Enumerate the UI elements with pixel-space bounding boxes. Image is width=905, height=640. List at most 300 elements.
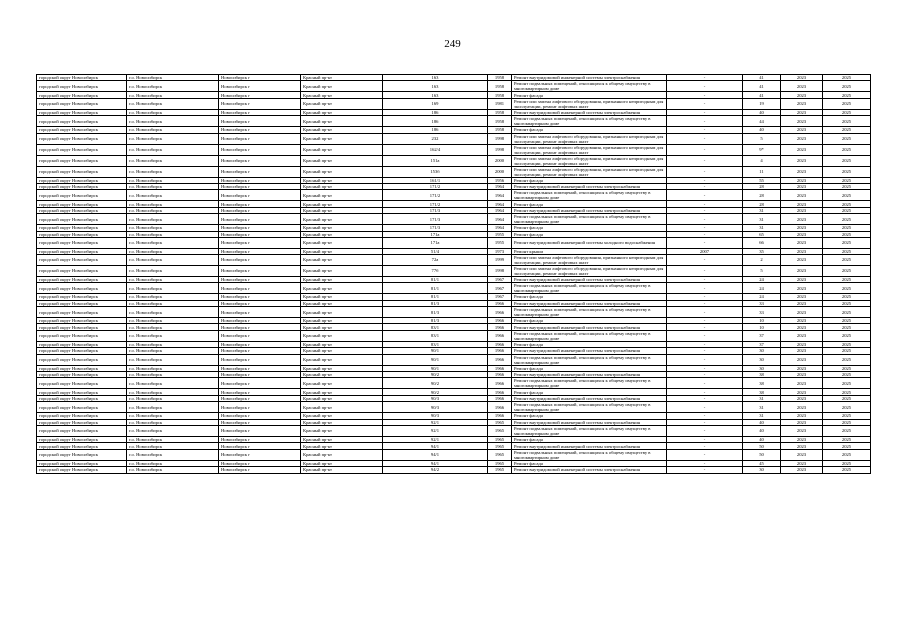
cell-settlement: г.о. Новосибирск	[127, 467, 219, 473]
cell-house-number: 163	[383, 92, 488, 98]
cell-house-number: 151а	[383, 155, 488, 166]
table-row	[37, 354, 871, 365]
cell-plan-start: 2023	[781, 365, 823, 371]
cell-settlement: г.о. Новосибирск	[127, 307, 219, 318]
cell-plan-end: 2025	[823, 109, 871, 115]
cell-work-type: Ремонт внутридомовой инженерной системы холодного водоснабжения	[512, 237, 667, 248]
cell-settlement: г.о. Новосибирск	[127, 300, 219, 306]
cell-municipality: городской округ Новосибирск	[37, 225, 127, 231]
cell-year-built: 1966	[488, 348, 512, 354]
cell-apartments: 50	[743, 449, 781, 460]
cell-last-repair-year: -	[667, 318, 743, 324]
cell-work-type: Ремонт крыши	[512, 248, 667, 254]
cell-municipality: городской округ Новосибирск	[37, 155, 127, 166]
cell-municipality: городской округ Новосибирск	[37, 365, 127, 371]
cell-year-built: 1964	[488, 201, 512, 207]
cell-municipality: городской округ Новосибирск	[37, 81, 127, 92]
cell-settlement: г.о. Новосибирск	[127, 402, 219, 413]
cell-year-built: 1999	[488, 254, 512, 265]
cell-last-repair-year: -	[667, 109, 743, 115]
table-row	[37, 378, 871, 389]
cell-municipality: городской округ Новосибирск	[37, 166, 127, 177]
cell-locality: Новосибирск г	[219, 248, 301, 254]
cell-settlement: г.о. Новосибирск	[127, 177, 219, 183]
cell-work-type: Ремонт подвальных помещений, относящихся к общему имуществу в многоквартирном доме	[512, 116, 667, 127]
cell-settlement: г.о. Новосибирск	[127, 318, 219, 324]
cell-year-built: 1965	[488, 467, 512, 473]
cell-apartments: 41	[743, 75, 781, 81]
cell-street: Красный пр-кт	[301, 324, 383, 330]
cell-plan-end: 2025	[823, 144, 871, 155]
cell-locality: Новосибирск г	[219, 155, 301, 166]
cell-settlement: г.о. Новосибирск	[127, 201, 219, 207]
cell-plan-end: 2025	[823, 98, 871, 109]
cell-year-built: 1958	[488, 81, 512, 92]
cell-street: Красный пр-кт	[301, 75, 383, 81]
cell-last-repair-year: -	[667, 460, 743, 466]
cell-plan-start: 2023	[781, 341, 823, 347]
cell-settlement: г.о. Новосибирск	[127, 389, 219, 395]
cell-municipality: городской округ Новосибирск	[37, 190, 127, 201]
cell-last-repair-year: -	[667, 144, 743, 155]
cell-street: Красный пр-кт	[301, 207, 383, 213]
cell-last-repair-year: -	[667, 214, 743, 225]
cell-street: Красный пр-кт	[301, 144, 383, 155]
cell-house-number: 163	[383, 81, 488, 92]
cell-apartments: 10	[743, 318, 781, 324]
cell-settlement: г.о. Новосибирск	[127, 283, 219, 294]
cell-street: Красный пр-кт	[301, 248, 383, 254]
cell-municipality: городской округ Новосибирск	[37, 341, 127, 347]
cell-work-type: Ремонт или замена лифтового оборудования, признанного непригодным для эксплуатации, ремонт лифтовых шахт	[512, 98, 667, 109]
cell-street: Красный пр-кт	[301, 166, 383, 177]
cell-municipality: городской округ Новосибирск	[37, 389, 127, 395]
cell-apartments: 40	[743, 425, 781, 436]
cell-house-number: 90/2	[383, 389, 488, 395]
cell-house-number: 51/4	[383, 248, 488, 254]
cell-municipality: городской округ Новосибирск	[37, 460, 127, 466]
cell-locality: Новосибирск г	[219, 449, 301, 460]
cell-plan-start: 2023	[781, 467, 823, 473]
cell-work-type: Ремонт фасада	[512, 341, 667, 347]
cell-plan-end: 2025	[823, 214, 871, 225]
cell-last-repair-year: -	[667, 183, 743, 189]
cell-house-number: 94/1	[383, 443, 488, 449]
cell-apartments: 37	[743, 330, 781, 341]
cell-settlement: г.о. Новосибирск	[127, 207, 219, 213]
cell-plan-start: 2023	[781, 75, 823, 81]
cell-municipality: городской округ Новосибирск	[37, 207, 127, 213]
cell-plan-end: 2025	[823, 177, 871, 183]
cell-apartments: 40	[743, 436, 781, 442]
cell-plan-start: 2023	[781, 330, 823, 341]
cell-municipality: городской округ Новосибирск	[37, 307, 127, 318]
cell-plan-end: 2025	[823, 395, 871, 401]
cell-locality: Новосибирск г	[219, 330, 301, 341]
cell-locality: Новосибирск г	[219, 144, 301, 155]
cell-apartments: 24	[743, 276, 781, 282]
cell-municipality: городской округ Новосибирск	[37, 318, 127, 324]
cell-street: Красный пр-кт	[301, 98, 383, 109]
cell-house-number: 92/1	[383, 419, 488, 425]
cell-plan-start: 2023	[781, 231, 823, 237]
cell-municipality: городской округ Новосибирск	[37, 265, 127, 276]
cell-municipality: городской округ Новосибирск	[37, 116, 127, 127]
cell-plan-start: 2023	[781, 190, 823, 201]
cell-apartments: 38	[743, 378, 781, 389]
table-row	[37, 81, 871, 92]
cell-last-repair-year: -	[667, 265, 743, 276]
cell-locality: Новосибирск г	[219, 190, 301, 201]
table-row	[37, 330, 871, 341]
cell-plan-end: 2025	[823, 116, 871, 127]
cell-work-type: Ремонт подвальных помещений, относящихся к общему имуществу в многоквартирном доме	[512, 402, 667, 413]
cell-work-type: Ремонт фасада	[512, 413, 667, 419]
cell-plan-start: 2023	[781, 449, 823, 460]
cell-plan-start: 2023	[781, 348, 823, 354]
cell-settlement: г.о. Новосибирск	[127, 348, 219, 354]
cell-locality: Новосибирск г	[219, 413, 301, 419]
cell-street: Красный пр-кт	[301, 225, 383, 231]
table-row	[37, 283, 871, 294]
cell-last-repair-year: -	[667, 231, 743, 237]
table-row	[37, 402, 871, 413]
cell-work-type: Ремонт фасада	[512, 92, 667, 98]
cell-locality: Новосибирск г	[219, 225, 301, 231]
cell-year-built: 2000	[488, 155, 512, 166]
cell-house-number: 186	[383, 109, 488, 115]
cell-plan-start: 2023	[781, 354, 823, 365]
cell-municipality: городской округ Новосибирск	[37, 300, 127, 306]
cell-locality: Новосибирск г	[219, 214, 301, 225]
cell-settlement: г.о. Новосибирск	[127, 276, 219, 282]
cell-settlement: г.о. Новосибирск	[127, 214, 219, 225]
cell-work-type: Ремонт фасада	[512, 436, 667, 442]
cell-plan-end: 2025	[823, 231, 871, 237]
cell-work-type: Ремонт внутридомовой инженерной системы электроснабжения	[512, 419, 667, 425]
cell-plan-start: 2023	[781, 225, 823, 231]
cell-settlement: г.о. Новосибирск	[127, 127, 219, 133]
cell-street: Красный пр-кт	[301, 389, 383, 395]
cell-last-repair-year: -	[667, 395, 743, 401]
cell-street: Красный пр-кт	[301, 372, 383, 378]
cell-settlement: г.о. Новосибирск	[127, 133, 219, 144]
cell-locality: Новосибирск г	[219, 127, 301, 133]
cell-municipality: городской округ Новосибирск	[37, 324, 127, 330]
cell-last-repair-year: -	[667, 300, 743, 306]
cell-settlement: г.о. Новосибирск	[127, 294, 219, 300]
table-row	[37, 307, 871, 318]
cell-last-repair-year: 2007	[667, 248, 743, 254]
cell-plan-start: 2023	[781, 276, 823, 282]
cell-last-repair-year: -	[667, 436, 743, 442]
cell-apartments: 11	[743, 166, 781, 177]
cell-settlement: г.о. Новосибирск	[127, 378, 219, 389]
cell-locality: Новосибирск г	[219, 231, 301, 237]
cell-house-number: 171/3	[383, 214, 488, 225]
cell-plan-end: 2025	[823, 467, 871, 473]
cell-plan-end: 2025	[823, 449, 871, 460]
cell-house-number: 90/1	[383, 365, 488, 371]
cell-plan-end: 2025	[823, 81, 871, 92]
cell-last-repair-year: -	[667, 155, 743, 166]
cell-plan-end: 2025	[823, 378, 871, 389]
cell-apartments: 33	[743, 307, 781, 318]
cell-municipality: городской округ Новосибирск	[37, 467, 127, 473]
table-row	[37, 214, 871, 225]
cell-settlement: г.о. Новосибирск	[127, 155, 219, 166]
cell-plan-end: 2025	[823, 324, 871, 330]
cell-plan-start: 2023	[781, 283, 823, 294]
cell-locality: Новосибирск г	[219, 307, 301, 318]
cell-municipality: городской округ Новосибирск	[37, 248, 127, 254]
cell-street: Красный пр-кт	[301, 354, 383, 365]
cell-house-number: 81/3	[383, 300, 488, 306]
cell-work-type: Ремонт фасада	[512, 225, 667, 231]
cell-year-built: 1964	[488, 190, 512, 201]
table-row	[37, 155, 871, 166]
cell-locality: Новосибирск г	[219, 207, 301, 213]
cell-house-number: 90/1	[383, 348, 488, 354]
cell-last-repair-year: -	[667, 75, 743, 81]
cell-plan-start: 2023	[781, 92, 823, 98]
cell-street: Красный пр-кт	[301, 127, 383, 133]
cell-apartments: 30	[743, 348, 781, 354]
cell-plan-end: 2025	[823, 248, 871, 254]
cell-house-number: 171а	[383, 231, 488, 237]
cell-year-built: 1964	[488, 183, 512, 189]
cell-settlement: г.о. Новосибирск	[127, 190, 219, 201]
cell-plan-start: 2023	[781, 177, 823, 183]
cell-house-number: 162/4	[383, 144, 488, 155]
cell-house-number: 92/1	[383, 436, 488, 442]
cell-plan-start: 2023	[781, 378, 823, 389]
cell-plan-end: 2025	[823, 75, 871, 81]
cell-house-number: 90/2	[383, 372, 488, 378]
cell-street: Красный пр-кт	[301, 300, 383, 306]
cell-year-built: 1967	[488, 276, 512, 282]
cell-settlement: г.о. Новосибирск	[127, 449, 219, 460]
cell-plan-end: 2025	[823, 341, 871, 347]
cell-apartments: 33	[743, 300, 781, 306]
cell-year-built: 1958	[488, 116, 512, 127]
cell-last-repair-year: -	[667, 283, 743, 294]
cell-plan-start: 2023	[781, 402, 823, 413]
cell-plan-end: 2025	[823, 283, 871, 294]
cell-locality: Новосибирск г	[219, 254, 301, 265]
cell-work-type: Ремонт или замена лифтового оборудования, признанного непригодным для эксплуатации, ремонт лифтовых шахт	[512, 155, 667, 166]
cell-plan-end: 2025	[823, 330, 871, 341]
cell-municipality: городской округ Новосибирск	[37, 402, 127, 413]
cell-street: Красный пр-кт	[301, 116, 383, 127]
cell-municipality: городской округ Новосибирск	[37, 98, 127, 109]
cell-municipality: городской округ Новосибирск	[37, 276, 127, 282]
cell-locality: Новосибирск г	[219, 419, 301, 425]
cell-house-number: 81/1	[383, 294, 488, 300]
cell-plan-end: 2025	[823, 201, 871, 207]
cell-last-repair-year: -	[667, 425, 743, 436]
cell-work-type: Ремонт или замена лифтового оборудования, признанного непригодным для эксплуатации, ремонт лифтовых шахт	[512, 254, 667, 265]
cell-last-repair-year: -	[667, 324, 743, 330]
cell-municipality: городской округ Новосибирск	[37, 127, 127, 133]
cell-street: Красный пр-кт	[301, 92, 383, 98]
cell-work-type: Ремонт фасада	[512, 231, 667, 237]
cell-work-type: Ремонт фасада	[512, 294, 667, 300]
cell-house-number: 94/2	[383, 467, 488, 473]
cell-street: Красный пр-кт	[301, 419, 383, 425]
cell-house-number: 94/1	[383, 460, 488, 466]
cell-plan-start: 2023	[781, 389, 823, 395]
cell-house-number: 171а	[383, 237, 488, 248]
cell-locality: Новосибирск г	[219, 341, 301, 347]
cell-plan-start: 2023	[781, 419, 823, 425]
cell-plan-end: 2025	[823, 294, 871, 300]
cell-last-repair-year: -	[667, 378, 743, 389]
cell-apartments: 24	[743, 294, 781, 300]
cell-plan-start: 2023	[781, 248, 823, 254]
cell-plan-start: 2023	[781, 395, 823, 401]
cell-apartments: 40	[743, 419, 781, 425]
cell-year-built: 1966	[488, 365, 512, 371]
cell-plan-end: 2025	[823, 133, 871, 144]
cell-street: Красный пр-кт	[301, 307, 383, 318]
cell-apartments: 40	[743, 109, 781, 115]
cell-locality: Новосибирск г	[219, 460, 301, 466]
cell-street: Красный пр-кт	[301, 133, 383, 144]
cell-work-type: Ремонт внутридомовой инженерной системы электроснабжения	[512, 443, 667, 449]
cell-plan-end: 2025	[823, 183, 871, 189]
cell-municipality: городской округ Новосибирск	[37, 214, 127, 225]
cell-last-repair-year: -	[667, 389, 743, 395]
cell-apartments: 28	[743, 190, 781, 201]
cell-work-type: Ремонт внутридомовой инженерной системы электроснабжения	[512, 207, 667, 213]
cell-last-repair-year: -	[667, 402, 743, 413]
cell-street: Красный пр-кт	[301, 254, 383, 265]
cell-street: Красный пр-кт	[301, 460, 383, 466]
cell-street: Красный пр-кт	[301, 467, 383, 473]
cell-locality: Новосибирск г	[219, 425, 301, 436]
cell-year-built: 1958	[488, 92, 512, 98]
cell-last-repair-year: -	[667, 254, 743, 265]
cell-house-number: 171/3	[383, 207, 488, 213]
cell-last-repair-year: -	[667, 127, 743, 133]
cell-locality: Новосибирск г	[219, 265, 301, 276]
table-row	[37, 237, 871, 248]
cell-locality: Новосибирск г	[219, 467, 301, 473]
cell-locality: Новосибирск г	[219, 294, 301, 300]
cell-apartments: 5	[743, 265, 781, 276]
cell-settlement: г.о. Новосибирск	[127, 395, 219, 401]
cell-house-number: 171/3	[383, 225, 488, 231]
cell-last-repair-year: -	[667, 92, 743, 98]
cell-plan-end: 2025	[823, 166, 871, 177]
cell-work-type: Ремонт или замена лифтового оборудования, признанного непригодным для эксплуатации, ремонт лифтовых шахт	[512, 166, 667, 177]
cell-house-number: 83/1	[383, 341, 488, 347]
cell-plan-start: 2023	[781, 98, 823, 109]
cell-municipality: городской округ Новосибирск	[37, 378, 127, 389]
cell-year-built: 1998	[488, 144, 512, 155]
cell-apartments: 28	[743, 201, 781, 207]
cell-house-number: 171/2	[383, 183, 488, 189]
cell-apartments: 30	[743, 354, 781, 365]
cell-last-repair-year: -	[667, 372, 743, 378]
cell-settlement: г.о. Новосибирск	[127, 254, 219, 265]
cell-settlement: г.о. Новосибирск	[127, 183, 219, 189]
cell-last-repair-year: -	[667, 467, 743, 473]
cell-work-type: Ремонт внутридомовой инженерной системы электроснабжения	[512, 183, 667, 189]
cell-plan-end: 2025	[823, 436, 871, 442]
cell-municipality: городской округ Новосибирск	[37, 443, 127, 449]
cell-locality: Новосибирск г	[219, 402, 301, 413]
cell-locality: Новосибирск г	[219, 436, 301, 442]
cell-apartments: 44	[743, 116, 781, 127]
cell-municipality: городской округ Новосибирск	[37, 354, 127, 365]
cell-street: Красный пр-кт	[301, 425, 383, 436]
cell-locality: Новосибирск г	[219, 166, 301, 177]
cell-year-built: 1966	[488, 378, 512, 389]
cell-house-number: 81/3	[383, 318, 488, 324]
cell-year-built: 2000	[488, 166, 512, 177]
cell-settlement: г.о. Новосибирск	[127, 330, 219, 341]
cell-plan-end: 2025	[823, 443, 871, 449]
cell-house-number: 90/3	[383, 395, 488, 401]
cell-apartments: 55	[743, 177, 781, 183]
cell-locality: Новосибирск г	[219, 81, 301, 92]
cell-locality: Новосибирск г	[219, 133, 301, 144]
cell-locality: Новосибирск г	[219, 365, 301, 371]
cell-municipality: городской округ Новосибирск	[37, 237, 127, 248]
cell-last-repair-year: -	[667, 81, 743, 92]
cell-municipality: городской округ Новосибирск	[37, 177, 127, 183]
cell-work-type: Ремонт фасада	[512, 389, 667, 395]
cell-municipality: городской округ Новосибирск	[37, 425, 127, 436]
cell-work-type: Ремонт фасада	[512, 460, 667, 466]
cell-street: Красный пр-кт	[301, 81, 383, 92]
cell-year-built: 1967	[488, 294, 512, 300]
cell-plan-end: 2025	[823, 425, 871, 436]
cell-plan-end: 2025	[823, 389, 871, 395]
cell-work-type: Ремонт подвальных помещений, относящихся к общему имуществу в многоквартирном доме	[512, 449, 667, 460]
cell-apartments: 2	[743, 254, 781, 265]
cell-house-number: 83/1	[383, 324, 488, 330]
cell-work-type: Ремонт внутридомовой инженерной системы электроснабжения	[512, 467, 667, 473]
cell-plan-start: 2023	[781, 127, 823, 133]
cell-work-type: Ремонт подвальных помещений, относящихся к общему имуществу в многоквартирном доме	[512, 354, 667, 365]
cell-house-number: 81/1	[383, 283, 488, 294]
cell-plan-end: 2025	[823, 225, 871, 231]
cell-plan-start: 2023	[781, 443, 823, 449]
cell-street: Красный пр-кт	[301, 378, 383, 389]
cell-settlement: г.о. Новосибирск	[127, 248, 219, 254]
cell-locality: Новосибирск г	[219, 183, 301, 189]
cell-plan-start: 2023	[781, 109, 823, 115]
cell-plan-start: 2023	[781, 318, 823, 324]
cell-year-built: 1965	[488, 436, 512, 442]
cell-house-number: 169	[383, 98, 488, 109]
cell-apartments: 10	[743, 324, 781, 330]
cell-year-built: 1966	[488, 324, 512, 330]
table-row	[37, 144, 871, 155]
cell-apartments: 30	[743, 365, 781, 371]
cell-street: Красный пр-кт	[301, 348, 383, 354]
cell-street: Красный пр-кт	[301, 201, 383, 207]
cell-year-built: 1955	[488, 231, 512, 237]
cell-plan-start: 2023	[781, 307, 823, 318]
cell-work-type: Ремонт внутридомовой инженерной системы электроснабжения	[512, 372, 667, 378]
cell-house-number: 186	[383, 127, 488, 133]
cell-house-number: 153б	[383, 166, 488, 177]
cell-municipality: городской округ Новосибирск	[37, 75, 127, 81]
